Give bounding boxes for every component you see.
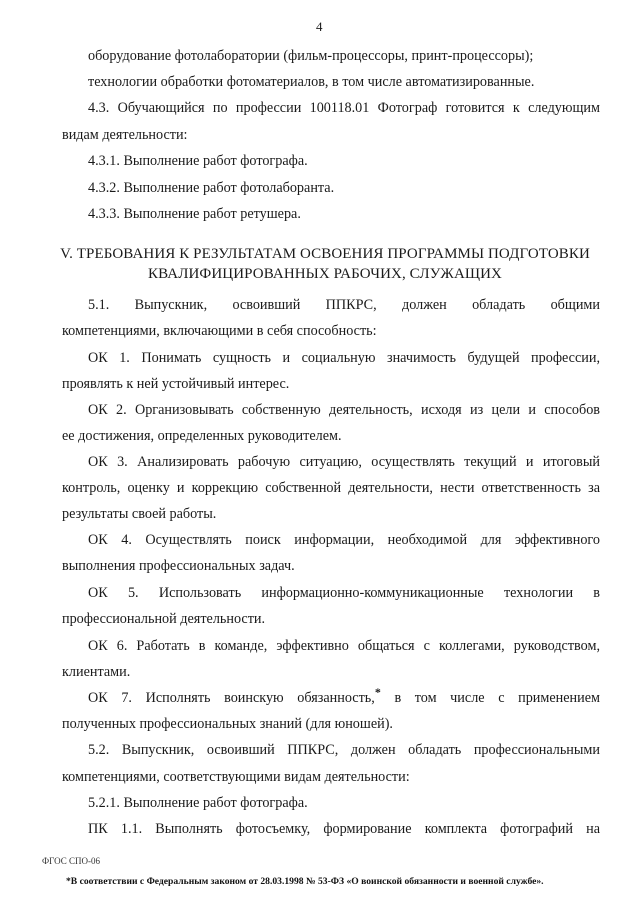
ok5-line2: профессиональной деятельности.: [62, 611, 266, 627]
paragraph-5-1-line2: компетенциями, включающими в себя способность:: [62, 323, 377, 339]
ok4-line2: выполнения профессиональных задач.: [62, 558, 295, 574]
margin-code: ФГОС СПО-06: [42, 856, 100, 866]
ok4-line1: ОК 4. Осуществлять поиск информации, необходимой для эффективного: [88, 532, 600, 548]
ok3-line2: контроль, оценку и коррекцию собственной деятельности, нести ответственность за: [62, 480, 600, 496]
section-heading-line1: V. ТРЕБОВАНИЯ К РЕЗУЛЬТАТАМ ОСВОЕНИЯ ПРОГРАММЫ ПОДГОТОВКИ: [60, 246, 590, 262]
ok2-line2: ее достижения, определенных руководителем.: [62, 428, 342, 444]
ok3-line1: ОК 3. Анализировать рабочую ситуацию, осуществлять текущий и итоговый: [88, 454, 600, 470]
footnote-mark: *: [374, 685, 381, 699]
ok1-line1: ОК 1. Понимать сущность и социальную значимость будущей профессии,: [88, 350, 600, 366]
paragraph-5-2-line1: 5.2. Выпускник, освоивший ППКРС, должен обладать профессиональными: [88, 742, 600, 758]
item-4-3-1: 4.3.1. Выполнение работ фотографа.: [88, 153, 308, 169]
page-number: 4: [316, 19, 323, 34]
section-heading-line2: КВАЛИФИЦИРОВАННЫХ РАБОЧИХ, СЛУЖАЩИХ: [148, 266, 502, 282]
paragraph-5-1-line1: 5.1. Выпускник, освоивший ППКРС, должен обладать общими: [88, 297, 600, 313]
text-line: оборудование фотолаборатории (фильм-процессоры, принт-процессоры);: [88, 48, 534, 64]
paragraph-4-3-line2: видам деятельности:: [62, 127, 188, 143]
ok7-line2: полученных профессиональных знаний (для юношей).: [62, 716, 393, 732]
ok2-line1: ОК 2. Организовывать собственную деятельность, исходя из цели и способов: [88, 402, 600, 418]
ok3-line3: результаты своей работы.: [62, 506, 217, 522]
text-line: технологии обработки фотоматериалов, в том числе автоматизированные.: [88, 74, 535, 90]
item-4-3-3: 4.3.3. Выполнение работ ретушера.: [88, 206, 301, 222]
paragraph-4-3-line1: 4.3. Обучающийся по профессии 100118.01 Фотограф готовится к следующим: [88, 100, 600, 116]
ok6-line1: ОК 6. Работать в команде, эффективно общаться с коллегами, руководством,: [88, 638, 600, 654]
paragraph-5-2-line2: компетенциями, соответствующими видам деятельности:: [62, 769, 410, 785]
pk11-line1: ПК 1.1. Выполнять фотосъемку, формирование комплекта фотографий на: [88, 821, 600, 837]
item-5-2-1: 5.2.1. Выполнение работ фотографа.: [88, 795, 308, 811]
ok7-text-start: ОК 7. Исполнять воинскую обязанность,: [88, 690, 375, 706]
item-4-3-2: 4.3.2. Выполнение работ фотолаборанта.: [88, 180, 335, 196]
footnote: *В соответствии с Федеральным законом от 28.03.1998 № 53-ФЗ «О воинской обязанности и военной службе».: [66, 876, 544, 887]
ok6-line2: клиентами.: [62, 664, 131, 680]
ok7-line1: [88, 685, 601, 707]
ok5-line1: ОК 5. Использовать информационно-коммуникационные технологии в: [88, 585, 600, 601]
ok1-line2: проявлять к ней устойчивый интерес.: [62, 376, 290, 392]
ok7-text-end: в том числе с применением: [394, 690, 601, 706]
